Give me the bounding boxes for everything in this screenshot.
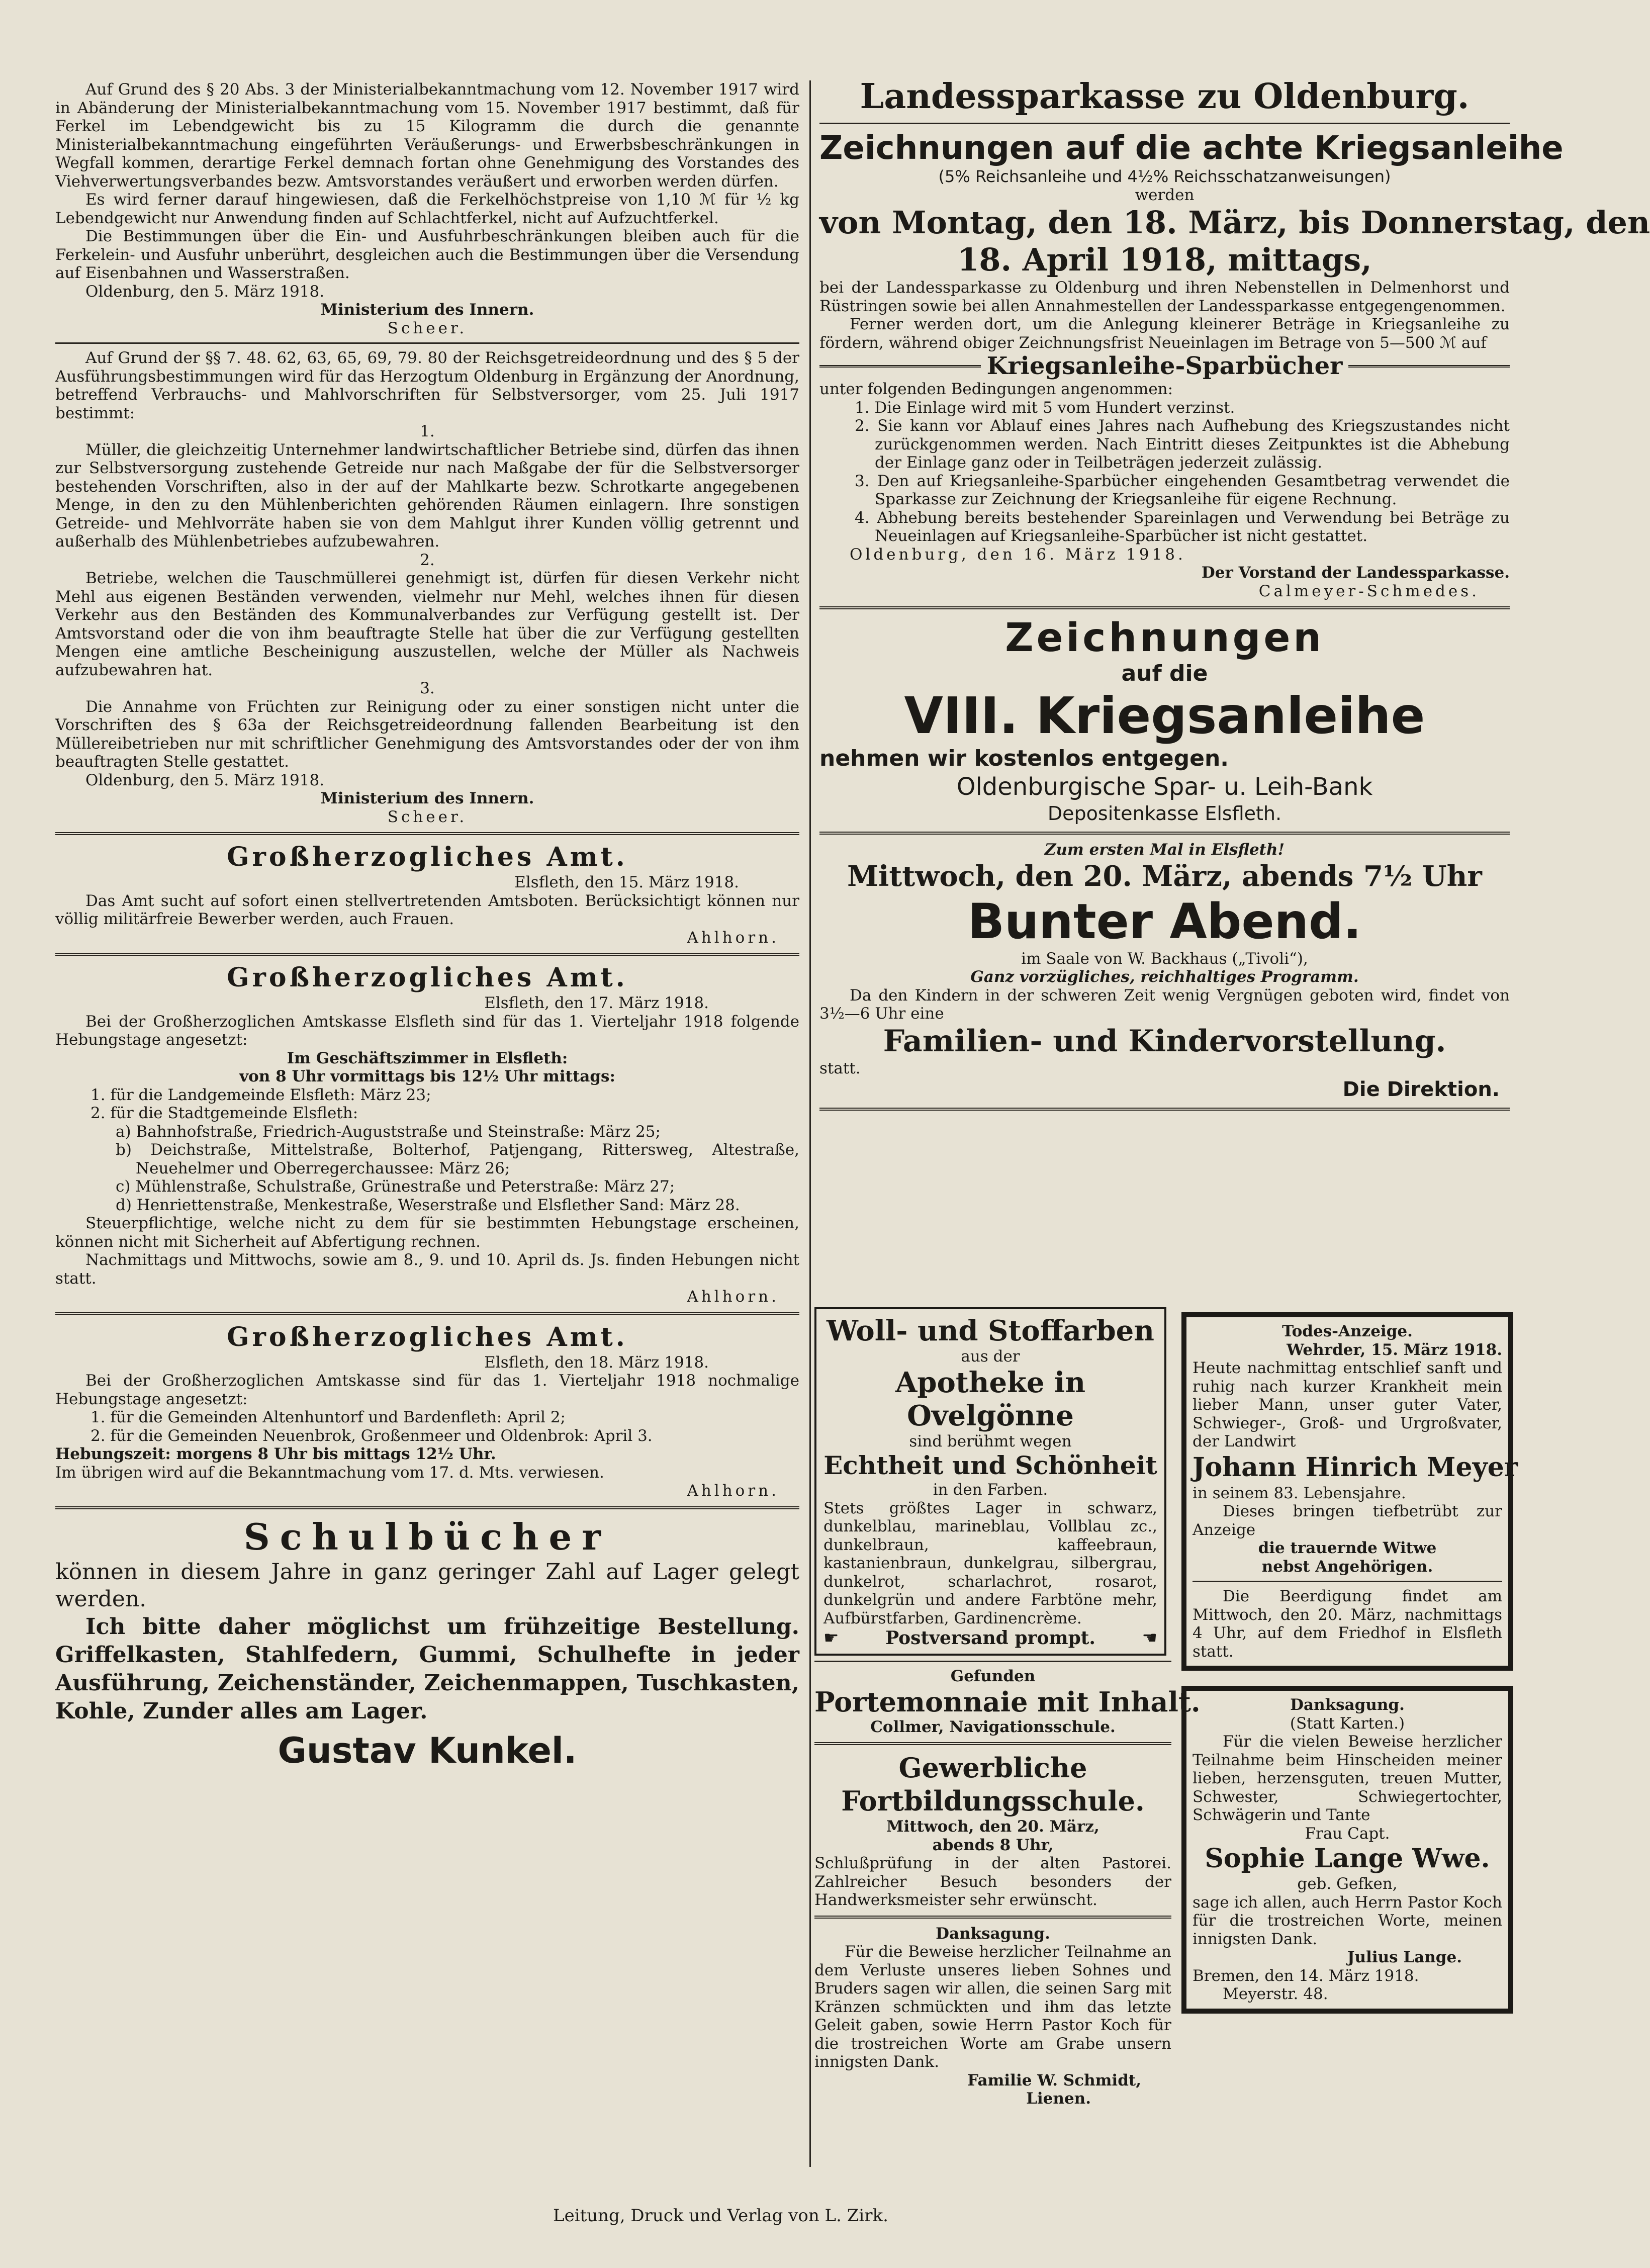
ad-apotheke-post: Postversand prompt. [885, 1627, 1095, 1649]
notice-amt-3-p2: Hebungszeit: morgens 8 Uhr bis mittags 12½ Uhr. [55, 1445, 496, 1463]
divider [819, 832, 1510, 835]
ad-landessparkasse-date1: von Montag, den 18. März, bis Donnerstag, den [819, 204, 1650, 241]
ad-kriegsanleihe [819, 615, 1510, 826]
notice-amt-2-item-a: a) Bahnhofstraße, Friedrich-Auguststraße und Steinstraße: März 25; [116, 1122, 661, 1141]
notice-amt-1 [55, 841, 799, 947]
notice-amt-2-heading: Großherzogliches Amt. [227, 962, 628, 993]
notice-ferkel-sig1: Ministerium des Innern. [320, 301, 534, 319]
notice-amt-3-date: Elsfleth, den 18. März 1918. [484, 1353, 709, 1372]
notice-amt-2-p2: Steuerpflichtige, welche nicht zu dem für sie bestimmten Hebungstage erscheinen, können nicht mit Sicherheit auf Abfertigung rechnen. [55, 1214, 799, 1251]
notice-amt-2-item1: 1. für die Landgemeinde Elsfleth: März 23; [90, 1085, 431, 1104]
ad-schulbuecher-heading: Schulbücher [243, 1515, 611, 1558]
ad-apotheke-h3: Apotheke in Ovelgönne [895, 1366, 1086, 1432]
ad-gefunden [814, 1667, 1201, 1736]
notice-amt-3-item2: 2. für die Gemeinden Neuenbrok, Großenmeer und Oldenbrok: April 3. [90, 1426, 653, 1445]
ad-landessparkasse-sig1: Der Vorstand der Landessparkasse. [1201, 564, 1510, 582]
divider [819, 365, 981, 368]
ad-gefunden-h2: Portemonnaie mit Inhalt. [814, 1685, 1201, 1718]
pointing-hand-left-icon: ☛ [823, 1628, 839, 1648]
right-lower-left [814, 1307, 1201, 2162]
ad-todesanzeige-p4: Die Beerdigung findet am Mittwoch, den 20. März, nachmittags 4 Uhr, auf dem Friedhof in Elsfleth statt. [1193, 1587, 1502, 1661]
ad-todesanzeige-h1: Todes-Anzeige. [1282, 1322, 1413, 1340]
ad-schulbuecher-sig: Gustav Kunkel. [278, 1730, 577, 1771]
ad-bunter-abend-sig: Die Direktion. [1342, 1078, 1500, 1101]
ad-landessparkasse-heading: Landessparkasse zu Oldenburg. [860, 76, 1470, 117]
divider [814, 1916, 1171, 1919]
notice-amt-2-p1: Bei der Großherzoglichen Amtskasse Elsfleth sind für das 1. Vierteljahr 1918 folgende Hebungstage angesetzt: [55, 1012, 799, 1049]
notice-amt-2-sub2: von 8 Uhr vormittags bis 12½ Uhr mittags: [239, 1067, 615, 1085]
ad-todesanzeige-sig1: die trauernde Witwe [1258, 1539, 1437, 1557]
ad-kriegsanleihe-h1: Zeichnungen [1005, 615, 1324, 661]
notice-amt-2-item2: 2. für die Stadtgemeinde Elsfleth: [90, 1104, 358, 1122]
ad-gefunden-h1: Gefunden [950, 1667, 1036, 1685]
ad-bunter-abend-p1: im Saale von W. Backhaus („Tivoli“), [1021, 949, 1308, 968]
notice-getreide-p4: Die Annahme von Früchten zur Reinigung oder zu einer sonstigen nicht unter die Vorschriften des § 63a der Reichsgetreideordnung fallenden Bearbeitung ist den Müllereibetrieben nur mit schriftlicher Genehmigung des Amtsvorstandes oder der von ihm beauftragten Stelle gestattet. [55, 697, 799, 771]
notice-amt-2-sig: Ahlhorn. [687, 1288, 779, 1306]
ad-landessparkasse-c1: 1. Die Einlage wird mit 5 vom Hundert verzinst. [855, 398, 1235, 417]
ad-landessparkasse-p3: unter folgenden Bedingungen angenommen: [819, 380, 1173, 398]
ad-landessparkasse-p1: bei der Landessparkasse zu Oldenburg und ihren Nebenstellen in Delmenhorst und Rüstringen sowie bei allen Annahmestellen der Landessparkasse entgegengenommen. [819, 279, 1510, 315]
notice-ferkel-sig2: Scheer. [387, 319, 468, 337]
ad-kriegsanleihe-p1: nehmen wir kostenlos entgegen. [819, 746, 1229, 771]
ad-todesanzeige-p3: Dieses bringen tiefbetrübt zur Anzeige [1193, 1502, 1502, 1539]
ad-landessparkasse-werden: werden [1135, 186, 1195, 204]
ad-bunter-abend-statt: statt. [819, 1059, 861, 1077]
ad-todesanzeige-name: Johann Hinrich Meyer [1193, 1451, 1518, 1483]
ad-danksagung-lange-name: Sophie Lange Wwe. [1205, 1843, 1490, 1874]
notice-amt-3-item1: 1. für die Gemeinden Altenhuntorf und Bardenfleth: April 2; [90, 1408, 566, 1426]
ad-landessparkasse-date2: 18. April 1918, mittags, [957, 241, 1372, 278]
ad-landessparkasse-date: Oldenburg, den 16. März 1918. [850, 545, 1186, 564]
ad-apotheke-h4: sind berühmt wegen [909, 1432, 1072, 1450]
ad-todesanzeige [1181, 1312, 1518, 1671]
notice-amt-2-date: Elsfleth, den 17. März 1918. [484, 994, 709, 1012]
ad-danksagung-lange [1181, 1686, 1513, 2014]
ad-landessparkasse-kb-row [819, 352, 1510, 380]
notice-getreide-p2: Müller, die gleichzeitig Unternehmer landwirtschaftlicher Betriebe sind, dürfen das ihnen zur Selbstversorgung zustehende Getreide nur nach Maßgabe der für die Selbstversorger bestehenden Vorschriften, also in der auf der Mahlkarte bezw. Schrotkarte angegebenen Menge, in den zu den Mühlenberichten gehörenden Räumen einlagern. Ihre sonstigen Getreide- und Mehlvorräte haben sie von dem Mahlgut ihrer Kunden völlig getrennt und außerhalb des Mühlenbetriebes aufzubewahren. [55, 440, 799, 551]
notice-ferkel-date: Oldenburg, den 5. März 1918. [85, 282, 325, 301]
ad-kriegsanleihe-dep: Depositenkasse Elsfleth. [1047, 802, 1282, 825]
footer [553, 2205, 1156, 2235]
divider [814, 1742, 1171, 1745]
ad-fortbildungsschule-p1: Schlußprüfung in der alten Pastorei. Zahlreicher Besuch besonders der Handwerksmeister sehr erwünscht. [814, 1854, 1171, 1909]
ad-danksagung-schmidt-sig1: Familie W. Schmidt, [967, 2071, 1141, 2090]
notice-getreide-p3: Betriebe, welchen die Tauschmüllerei genehmigt ist, dürfen für diesen Verkehr nicht Mehl aus eigenen Beständen verwenden, vielmehr nur Mehl, welches ihnen für diesen Verkehr aus den Beständen des Kommunalverbandes zur Verfügung gestellt ist. Der Amtsvorstand oder die von ihm beauftragte Stelle hat über die zur Verfügung gestellten Mengen eine amtliche Bescheinigung auszustellen, welche der Müller als Nachweis aufzubewahren hat. [55, 569, 799, 679]
ad-fortbildungsschule-h1: Gewerbliche Fortbildungsschule. [841, 1752, 1145, 1817]
notice-amt-2 [55, 962, 799, 1306]
ad-danksagung-lange-h1: Danksagung. [1290, 1696, 1405, 1714]
notice-getreide [55, 349, 799, 826]
divider [1193, 1581, 1502, 1582]
ad-danksagung-lange-sig: Julius Lange. [1347, 1948, 1462, 1966]
notice-amt-1-heading: Großherzogliches Amt. [227, 842, 628, 872]
notice-amt-2-sub1: Im Geschäftszimmer in Elsfleth: [287, 1049, 568, 1067]
notice-ferkel-p1: Auf Grund des § 20 Abs. 3 der Ministerialbekanntmachung vom 12. November 1917 wird in Abänderung der Ministerialbekanntmachung vom 15. November 1917 bestimmt, daß für Ferkel im Lebendgewicht bis zu 15 Kilogramm die durch die genannte Ministerialbekanntmachung eingeführten Veräußerungs- und Erwerbsbeschränkungen in Wegfall kommen, derartige Ferkel demnach fortan ohne Genehmigung des Vorstandes des Viehverwertungsverbandes bezw. Amtsvorstandes veräußert und erworben werden dürfen. [55, 80, 799, 191]
notice-getreide-n1: 1. [420, 422, 435, 440]
notice-amt-3-p3: Im übrigen wird auf die Bekanntmachung vom 17. d. Mts. verwiesen. [55, 1463, 604, 1482]
ad-todesanzeige-date: Wehrder, 15. März 1918. [1287, 1340, 1502, 1359]
ad-kriegsanleihe-bank: Oldenburgische Spar- u. Leih-Bank [956, 773, 1373, 801]
ad-danksagung-schmidt-sig2: Lienen. [1026, 2090, 1091, 2108]
notice-ferkel-p3: Die Bestimmungen über die Ein- und Ausfuhrbeschränkungen bleiben auch für die Ferkelein- und Ausfuhr unberührt, desgleichen auch die Bestimmungen über die Versendung auf Eisenbahnen und Wasserstraßen. [55, 227, 799, 282]
divider [814, 1661, 1171, 1662]
ad-landessparkasse-sub: (5% Reichsanleihe und 4½% Reichsschatzanweisungen) [938, 167, 1391, 186]
ad-fortbildungsschule [814, 1751, 1171, 1910]
ad-apotheke [814, 1307, 1166, 1656]
divider [819, 123, 1510, 124]
ad-danksagung-lange-p2: Frau Capt. [1305, 1824, 1390, 1843]
ad-danksagung-lange-p1: Für die vielen Beweise herzlicher Teilnahme beim Hinscheiden meiner lieben, herzensguten, treuen Mutter, Schwester, Schwiegertochter, Schwägerin und Tante [1193, 1733, 1502, 1824]
ad-bunter-abend-heading2: Familien- und Kindervorstellung. [883, 1023, 1446, 1059]
notice-getreide-n3: 3. [420, 679, 435, 697]
ad-kriegsanleihe-h3: VIII. Kriegsanleihe [904, 686, 1425, 745]
ad-danksagung-lange-p3: sage ich allen, auch Herrn Pastor Koch für die trostreichen Worte, meinen innigsten Dank. [1193, 1893, 1502, 1948]
divider [55, 832, 799, 835]
ad-apotheke-h2: aus der [961, 1347, 1020, 1366]
ad-bunter-abend-p3: Da den Kindern in der schweren Zeit wenig Vergnügen geboten wird, findet von 3½—6 Uhr eine [819, 986, 1510, 1023]
ad-apotheke-h5: Echtheit und Schönheit [823, 1450, 1157, 1480]
divider [55, 1506, 799, 1509]
ad-landessparkasse-c4: 4. Abhebung bereits bestehender Spareinlagen und Verwendung bei Beträge zu Neueinlagen auf Kriegsanleihe-Sparbücher ist nicht gestattet. [855, 508, 1510, 545]
ad-fortbildungsschule-date1: Mittwoch, den 20. März, [886, 1818, 1099, 1836]
ad-todesanzeige-p2: in seinem 83. Lebensjahre. [1193, 1484, 1406, 1502]
ad-kriegsanleihe-h2: auf die [1121, 661, 1208, 686]
ad-schulbuecher-p2: Ich bitte daher möglichst um frühzeitige Bestellung. Griffelkasten, Stahlfedern, Gummi, Schulhefte in jeder Ausführung, Zeichenständer, Zeichenmappen, Tuschkasten, Kohle, Zunder alles am Lager. [55, 1613, 799, 1724]
ad-danksagung-schmidt-h1: Danksagung. [936, 1924, 1050, 1943]
ad-schulbuecher [55, 1515, 799, 1772]
ad-bunter-abend-date: Mittwoch, den 20. März, abends 7½ Uhr [847, 859, 1482, 893]
divider [1348, 365, 1510, 368]
notice-amt-3-heading: Großherzogliches Amt. [227, 1321, 628, 1352]
ad-landessparkasse [819, 75, 1650, 600]
ad-danksagung-schmidt-p1: Für die Beweise herzlicher Teilnahme an dem Verluste unseres lieben Sohnes und Bruders sagen wir allen, die seinen Sarg mit Kränzen schmückten und ihm das letzte Geleit gaben, sowie Herrn Pastor Koch für die trostreichen Worte am Grabe unsern innigsten Dank. [814, 1943, 1171, 2071]
notice-amt-2-item-d: d) Henriettenstraße, Menkestraße, Weserstraße und Elsflether Sand: März 28. [116, 1196, 740, 1214]
ad-apotheke-p1: Stets größtes Lager in schwarz, dunkelblau, marineblau, Vollblau zc., dunkelbraun, kaffeebraun, kastanienbraun, dunkelgrau, silbergrau, dunkelrot, scharlachrot, rosarot, dunkelgrün und andere Farbtöne mehr, Aufbürstfarben, Gardinencrème. [823, 1499, 1157, 1627]
ad-landessparkasse-kb: Kriegsanleihe-Sparbücher [986, 352, 1343, 380]
notice-amt-1-date: Elsfleth, den 15. März 1918. [514, 873, 739, 891]
notice-amt-1-sig: Ahlhorn. [687, 928, 779, 947]
notice-amt-2-p3: Nachmittags und Mittwochs, sowie am 8., 9. und 10. April ds. Js. finden Hebungen nicht statt. [55, 1251, 799, 1288]
pointing-hand-right-icon: ☚ [1142, 1628, 1157, 1648]
ad-apotheke-post-row [823, 1627, 1157, 1649]
ad-apotheke-h1: Woll- und Stoffarben [827, 1314, 1154, 1347]
notice-amt-3-sig: Ahlhorn. [687, 1482, 779, 1500]
notice-getreide-sig1: Ministerium des Innern. [320, 789, 534, 807]
ad-landessparkasse-sig2: Calmeyer-Schmedes. [1258, 582, 1480, 600]
ad-landessparkasse-heading2: Zeichnungen auf die achte Kriegsanleihe [819, 130, 1564, 167]
ad-apotheke-h6: in den Farben. [933, 1481, 1048, 1499]
ad-fortbildungsschule-date2: abends 8 Uhr, [932, 1836, 1054, 1854]
ad-bunter-abend-heading: Bunter Abend. [967, 893, 1362, 950]
ad-landessparkasse-p2: Ferner werden dort, um die Anlegung kleinerer Beträge in Kriegsanleihe zu fördern, während obiger Zeichnungsfrist Neueinlagen im Betrage von 5—500 ℳ auf [819, 315, 1510, 352]
notice-amt-3-p1: Bei der Großherzoglichen Amtskasse sind für das 1. Vierteljahr 1918 nochmalige Hebungstage angesetzt: [55, 1372, 799, 1408]
column-divider [809, 80, 811, 2167]
divider [55, 953, 799, 956]
right-lower-right [1181, 1312, 1518, 2167]
notice-getreide-sig2: Scheer. [387, 807, 468, 826]
footer-imprint: Leitung, Druck und Verlag von L. Zirk. [553, 2206, 888, 2226]
ad-bunter-abend-p2: Ganz vorzügliches, reichhaltiges Programm. [970, 968, 1359, 986]
notice-getreide-date: Oldenburg, den 5. März 1918. [85, 771, 325, 789]
ad-danksagung-lange-geb: geb. Gefken, [1297, 1875, 1398, 1893]
divider [819, 606, 1510, 609]
ad-danksagung-lange-h2: (Statt Karten.) [1290, 1714, 1405, 1733]
ad-danksagung-schmidt [814, 1925, 1171, 2108]
ad-gefunden-p1: Collmer, Navigationsschule. [870, 1717, 1116, 1736]
ad-landessparkasse-c2: 2. Sie kann vor Ablauf eines Jahres nach Aufhebung des Kriegszustandes nicht zurückgenommen werden. Nach Eintritt dieses Zeitpunktes ist die Abhebung der Einlage ganz oder in Teilbeträgen jederzeit zulässig. [855, 417, 1510, 472]
divider [819, 1108, 1510, 1111]
notice-amt-2-item-b: b) Deichstraße, Mittelstraße, Bolterhof, Patjengang, Rittersweg, Altestraße, Neuehelmer und Oberregerchaussee: März 26; [116, 1141, 799, 1177]
ad-bunter-abend-top: Zum ersten Mal in Elsfleth! [1044, 841, 1285, 859]
ad-todesanzeige-sig2: nebst Angehörigen. [1261, 1557, 1433, 1576]
notice-amt-2-item-c: c) Mühlenstraße, Schulstraße, Grünestraße und Peterstraße: März 27; [116, 1177, 675, 1196]
ad-schulbuecher-p1: können in diesem Jahre in ganz geringer Zahl auf Lager gelegt werden. [55, 1559, 799, 1612]
notice-ferkel [55, 80, 799, 337]
ad-danksagung-lange-addr: Meyerstr. 48. [1223, 1985, 1328, 2003]
ad-danksagung-lange-date: Bremen, den 14. März 1918. [1193, 1966, 1419, 1985]
ad-todesanzeige-p1: Heute nachmittag entschlief sanft und ruhig nach kurzer Krankheit mein lieber Mann, unser guter Vater, Schwieger-, Groß- und Urgroßvater, der Landwirt [1193, 1359, 1502, 1450]
ad-landessparkasse-c3: 3. Den auf Kriegsanleihe-Sparbücher eingehenden Gesamtbetrag verwendet die Sparkasse zur Zeichnung der Kriegsanleihe für eigene Rechnung. [855, 472, 1510, 508]
ad-bunter-abend [819, 841, 1510, 1102]
notice-ferkel-p2: Es wird ferner darauf hingewiesen, daß die Ferkelhöchstpreise von 1,10 ℳ für ½ kg Lebendgewicht nur Anwendung finden auf Schlachtferkel, nicht auf Aufzuchtferkel. [55, 191, 799, 227]
notice-getreide-n2: 2. [420, 551, 435, 569]
notice-amt-3 [55, 1321, 799, 1500]
divider [55, 342, 799, 344]
left-column [55, 80, 799, 2167]
notice-amt-1-p1: Das Amt sucht auf sofort einen stellvertretenden Amtsboten. Berücksichtigt können nur völlig militärfreie Bewerber werden, auch Frauen. [55, 891, 799, 928]
divider [55, 1312, 799, 1315]
notice-getreide-p1: Auf Grund der §§ 7. 48. 62, 63, 65, 69, 79. 80 der Reichsgetreideordnung und des § 5 der Ausführungsbestimmungen wird für das Herzogtum Oldenburg in Ergänzung der Anordnung, betreffend Verbrauchs- und Mahlvorschriften für Selbstversorger, vom 25. Juli 1917 bestimmt: [55, 349, 799, 422]
